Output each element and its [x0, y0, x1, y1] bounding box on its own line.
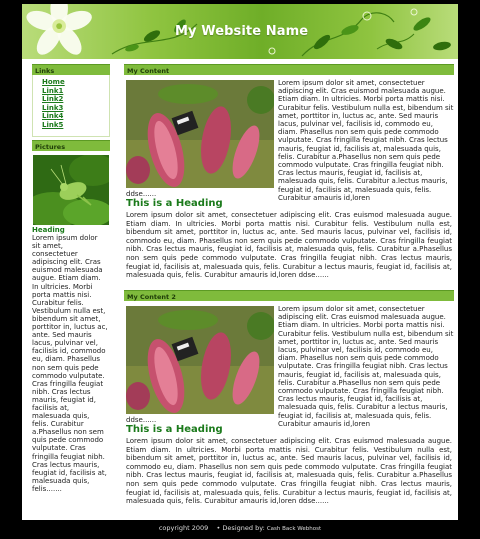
content-section-title: My Content: [124, 64, 454, 75]
designed-by-label: • Designed by:: [216, 524, 265, 532]
content-intro-tail: ddse......: [126, 416, 157, 424]
designer-link[interactable]: Cash Back Webhost: [266, 526, 322, 532]
main-content: [124, 64, 454, 511]
nav-link-4[interactable]: Link4: [42, 112, 64, 121]
picture-caption: Lorem ipsum dolor sit amet, consectetuer adipiscing elit. Cras euismod malesuada augue. Etiam diam. In ultricies. Morbi porta mattis nisi. Curabitur felis. Vestibulum nulla est, bibendum sit amet, porttitor in, luctus ac, ante. Sed mauris lacus, pulvinar vel, facilisis id, commodo eu, diam. Phasellus non sem quis pede commodo vulputate. Cras fringilla feugiat nibh. Cras lectus mauris, feugiat id, facilisis at, malesuada quis, felis. Curabitur a.Phasellus non sem quis pede commodo vulputate. Cras fringilla feugiat nibh. Cras lectus mauris, feugiat id, facilisis at, malesuada quis, felis.......: [32, 234, 108, 493]
pictures-box-title: Pictures: [32, 140, 110, 151]
sidebar: [32, 64, 110, 493]
picture-heading: Heading: [32, 226, 65, 234]
nav-link-3[interactable]: Link3: [42, 103, 64, 112]
copyright-text: copyright 2009: [158, 524, 209, 532]
nav-link-2[interactable]: Link2: [42, 95, 64, 104]
nav-link-5[interactable]: Link5: [42, 120, 64, 129]
content-block: [124, 75, 454, 285]
content-section: [124, 290, 454, 511]
site-title: My Website Name: [175, 24, 309, 39]
content-section-title: My Content 2: [124, 290, 454, 301]
content-section: [124, 64, 454, 285]
pitcher-plant-photo: [126, 306, 274, 414]
links-list: [32, 75, 110, 137]
content-heading: This is a Heading: [126, 424, 223, 435]
page-frame: [22, 4, 458, 520]
content-body-text: Lorem ipsum dolor sit amet, consectetuer adipiscing elit. Cras euismod malesuada augue. Etiam diam. In ultricies. Morbi porta mattis nisi. Curabitur felis. Vestibulum nulla est, bibendum sit amet, porttitor in, luctus ac, ante. Sed mauris lacus, pulvinar vel, facilisis id, commodo eu, diam. Phasellus non sem quis pede commodo vulputate. Cras fringilla feugiat nibh. Cras lectus mauris, feugiat id, facilisis at, malesuada quis, felis. Curabitur a.Phasellus non sem quis pede commodo vulputate. Cras fringilla feugiat nibh. Cras lectus mauris, feugiat id, facilisis at, malesuada quis, felis. Curabitur a lectus mauris, feugiat id, facilisis at, malesuada quis, felis. Curabitur amauris id,loren ddse......: [126, 211, 452, 280]
content-intro-text: Lorem ipsum dolor sit amet, consectetuer adipiscing elit. Cras euismod malesuada augue. Etiam diam. In ultricies. Morbi porta mattis nisi. Curabitur felis. Vestibulum nulla est, bibendum sit amet, porttitor in, luctus ac, ante. Sed mauris lacus, pulvinar vel, facilisis id, commodo eu, diam. Phasellus non sem quis pede commodo vulputate. Cras fringilla feugiat nibh. Cras lectus mauris, feugiat id, facilisis at, malesuada quis, felis. Curabitur a.Phasellus non sem quis pede commodo vulputate. Cras fringilla feugiat nibh. Cras lectus mauris, feugiat id, facilisis at, malesuada quis, felis. Curabitur a lectus mauris, feugiat id, facilisis at, malesuada quis, felis. Curabitur amauris id,loren: [278, 305, 454, 428]
content-heading: This is a Heading: [126, 198, 223, 209]
nav-link-home[interactable]: Home: [42, 78, 65, 86]
nav-link-1[interactable]: Link1: [42, 86, 64, 95]
grasshopper-photo: [33, 155, 109, 225]
header-banner: [22, 4, 458, 59]
footer: [0, 524, 480, 532]
pitcher-plant-photo: [126, 80, 274, 188]
content-intro-tail: ddse......: [126, 190, 157, 198]
pictures-box: [32, 140, 110, 493]
content-intro-text: Lorem ipsum dolor sit amet, consectetuer adipiscing elit. Cras euismod malesuada augue. Etiam diam. In ultricies. Morbi porta mattis nisi. Curabitur felis. Vestibulum nulla est, bibendum sit amet, porttitor in, luctus ac, ante. Sed mauris lacus, pulvinar vel, facilisis id, commodo eu, diam. Phasellus non sem quis pede commodo vulputate. Cras fringilla feugiat nibh. Cras lectus mauris, feugiat id, facilisis at, malesuada quis, felis. Curabitur a.Phasellus non sem quis pede commodo vulputate. Cras fringilla feugiat nibh. Cras lectus mauris, feugiat id, facilisis at, malesuada quis, felis. Curabitur a.lectus mauris, feugiat id, facilisis at, malesuada quis, felis. Curabitur amauris id,loren: [278, 79, 454, 202]
content-body-text: Lorem ipsum dolor sit amet, consectetuer adipiscing elit. Cras euismod malesuada augue. Etiam diam. In ultricies. Morbi porta mattis nisi. Curabitur felis. Vestibulum nulla est, bibendum sit amet, porttitor in, luctus ac, ante. Sed mauris lacus, pulvinar vel, facilisis id, commodo eu, diam. Phasellus non sem quis pede commodo vulputate. Cras fringilla feugiat nibh. Cras lectus mauris, feugiat id, facilisis at, malesuada quis, felis. Curabitur a.Phasellus non sem quis pede commodo vulputate. Cras fringilla feugiat nibh. Cras lectus mauris, feugiat id, facilisis at, malesuada quis, felis. Curabitur a lectus mauris, feugiat id, facilisis at, malesuada quis, felis. Curabitur amauris id,loren ddse......: [126, 437, 452, 506]
links-box-title: Links: [32, 64, 110, 75]
content-block: [124, 301, 454, 511]
